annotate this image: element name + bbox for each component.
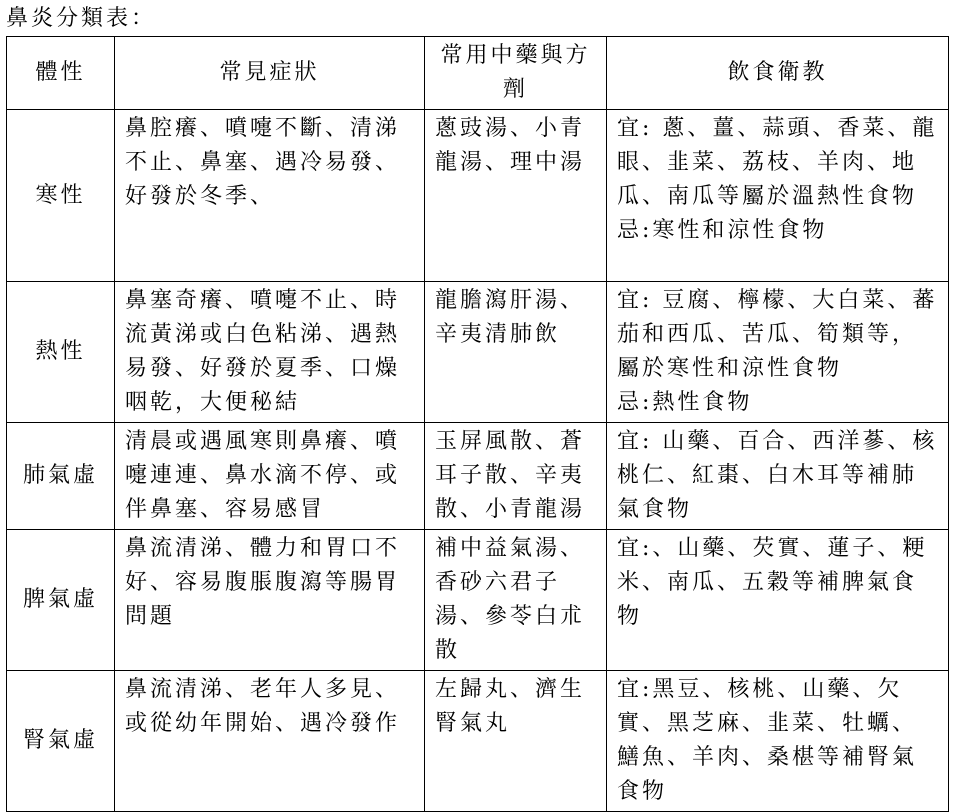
table-row xyxy=(7,282,949,423)
constitution-cell: 熱性 xyxy=(7,282,115,423)
symptoms-cell: 鼻塞奇癢、噴嚏不止、時流黃涕或白色粘涕、遇熱易發、好發於夏季、口燥咽乾，大便秘結 xyxy=(115,282,425,423)
diet-cell xyxy=(607,530,949,671)
symptoms-cell: 鼻流清涕、體力和胃口不好、容易腹脹腹瀉等腸胃問題 xyxy=(115,530,425,671)
constitution-cell: 寒性 xyxy=(7,110,115,282)
header-herbs: 常用中藥與方劑 xyxy=(425,37,607,110)
header-diet: 飲食衛教 xyxy=(607,37,949,110)
diet-recommended: 宜:、山藥、芡實、蓮子、粳米、南瓜、五穀等補脾氣食物 xyxy=(617,536,928,629)
table-row xyxy=(7,110,949,282)
constitution-cell: 肺氣虛 xyxy=(7,423,115,530)
diet-recommended: 宜: 蔥、薑、蒜頭、香菜、龍眼、韭菜、荔枝、羊肉、地瓜、南瓜等屬於溫熱性食物 xyxy=(617,116,938,209)
diet-cell xyxy=(607,423,949,530)
header-symptoms: 常見症狀 xyxy=(115,37,425,110)
rhinitis-classification-table xyxy=(6,36,949,812)
table-row xyxy=(7,671,949,812)
header-row xyxy=(7,37,949,110)
table-row xyxy=(7,423,949,530)
herbs-cell: 龍膽瀉肝湯、辛夷清肺飲 xyxy=(425,282,607,423)
diet-recommended: 宜: 山藥、百合、西洋蔘、核桃仁、紅棗、白木耳等補肺氣食物 xyxy=(617,429,938,522)
constitution-cell: 腎氣虛 xyxy=(7,671,115,812)
header-constitution: 體性 xyxy=(7,37,115,110)
diet-avoid: 忌:熱性食物 xyxy=(617,390,753,415)
symptoms-cell: 鼻流清涕、老年人多見、或從幼年開始、遇冷發作 xyxy=(115,671,425,812)
diet-recommended: 宜: 豆腐、檸檬、大白菜、蕃茄和西瓜、苦瓜、筍類等，屬於寒性和涼性食物 xyxy=(617,288,938,381)
table-caption: 鼻炎分類表： xyxy=(6,6,157,31)
symptoms-cell: 鼻腔癢、噴嚏不斷、清涕不止、鼻塞、遇冷易發、好發於冬季、 xyxy=(115,110,425,282)
constitution-cell: 脾氣虛 xyxy=(7,530,115,671)
diet-cell xyxy=(607,282,949,423)
herbs-cell: 蔥豉湯、小青龍湯、理中湯 xyxy=(425,110,607,282)
herbs-cell: 玉屏風散、蒼耳子散、辛夷散、小青龍湯 xyxy=(425,423,607,530)
diet-avoid: 忌:寒性和涼性食物 xyxy=(617,218,828,243)
diet-cell xyxy=(607,110,949,282)
diet-recommended: 宜:黑豆、核桃、山藥、欠實、黑芝麻、韭菜、牡蠣、鱔魚、羊肉、桑椹等補腎氣食物 xyxy=(617,677,918,804)
symptoms-cell: 清晨或遇風寒則鼻癢、噴嚏連連、鼻水滴不停、或伴鼻塞、容易感冒 xyxy=(115,423,425,530)
herbs-cell: 補中益氣湯、香砂六君子湯、參苓白朮散 xyxy=(425,530,607,671)
table-row xyxy=(7,530,949,671)
herbs-cell: 左歸丸、濟生腎氣丸 xyxy=(425,671,607,812)
diet-cell xyxy=(607,671,949,812)
